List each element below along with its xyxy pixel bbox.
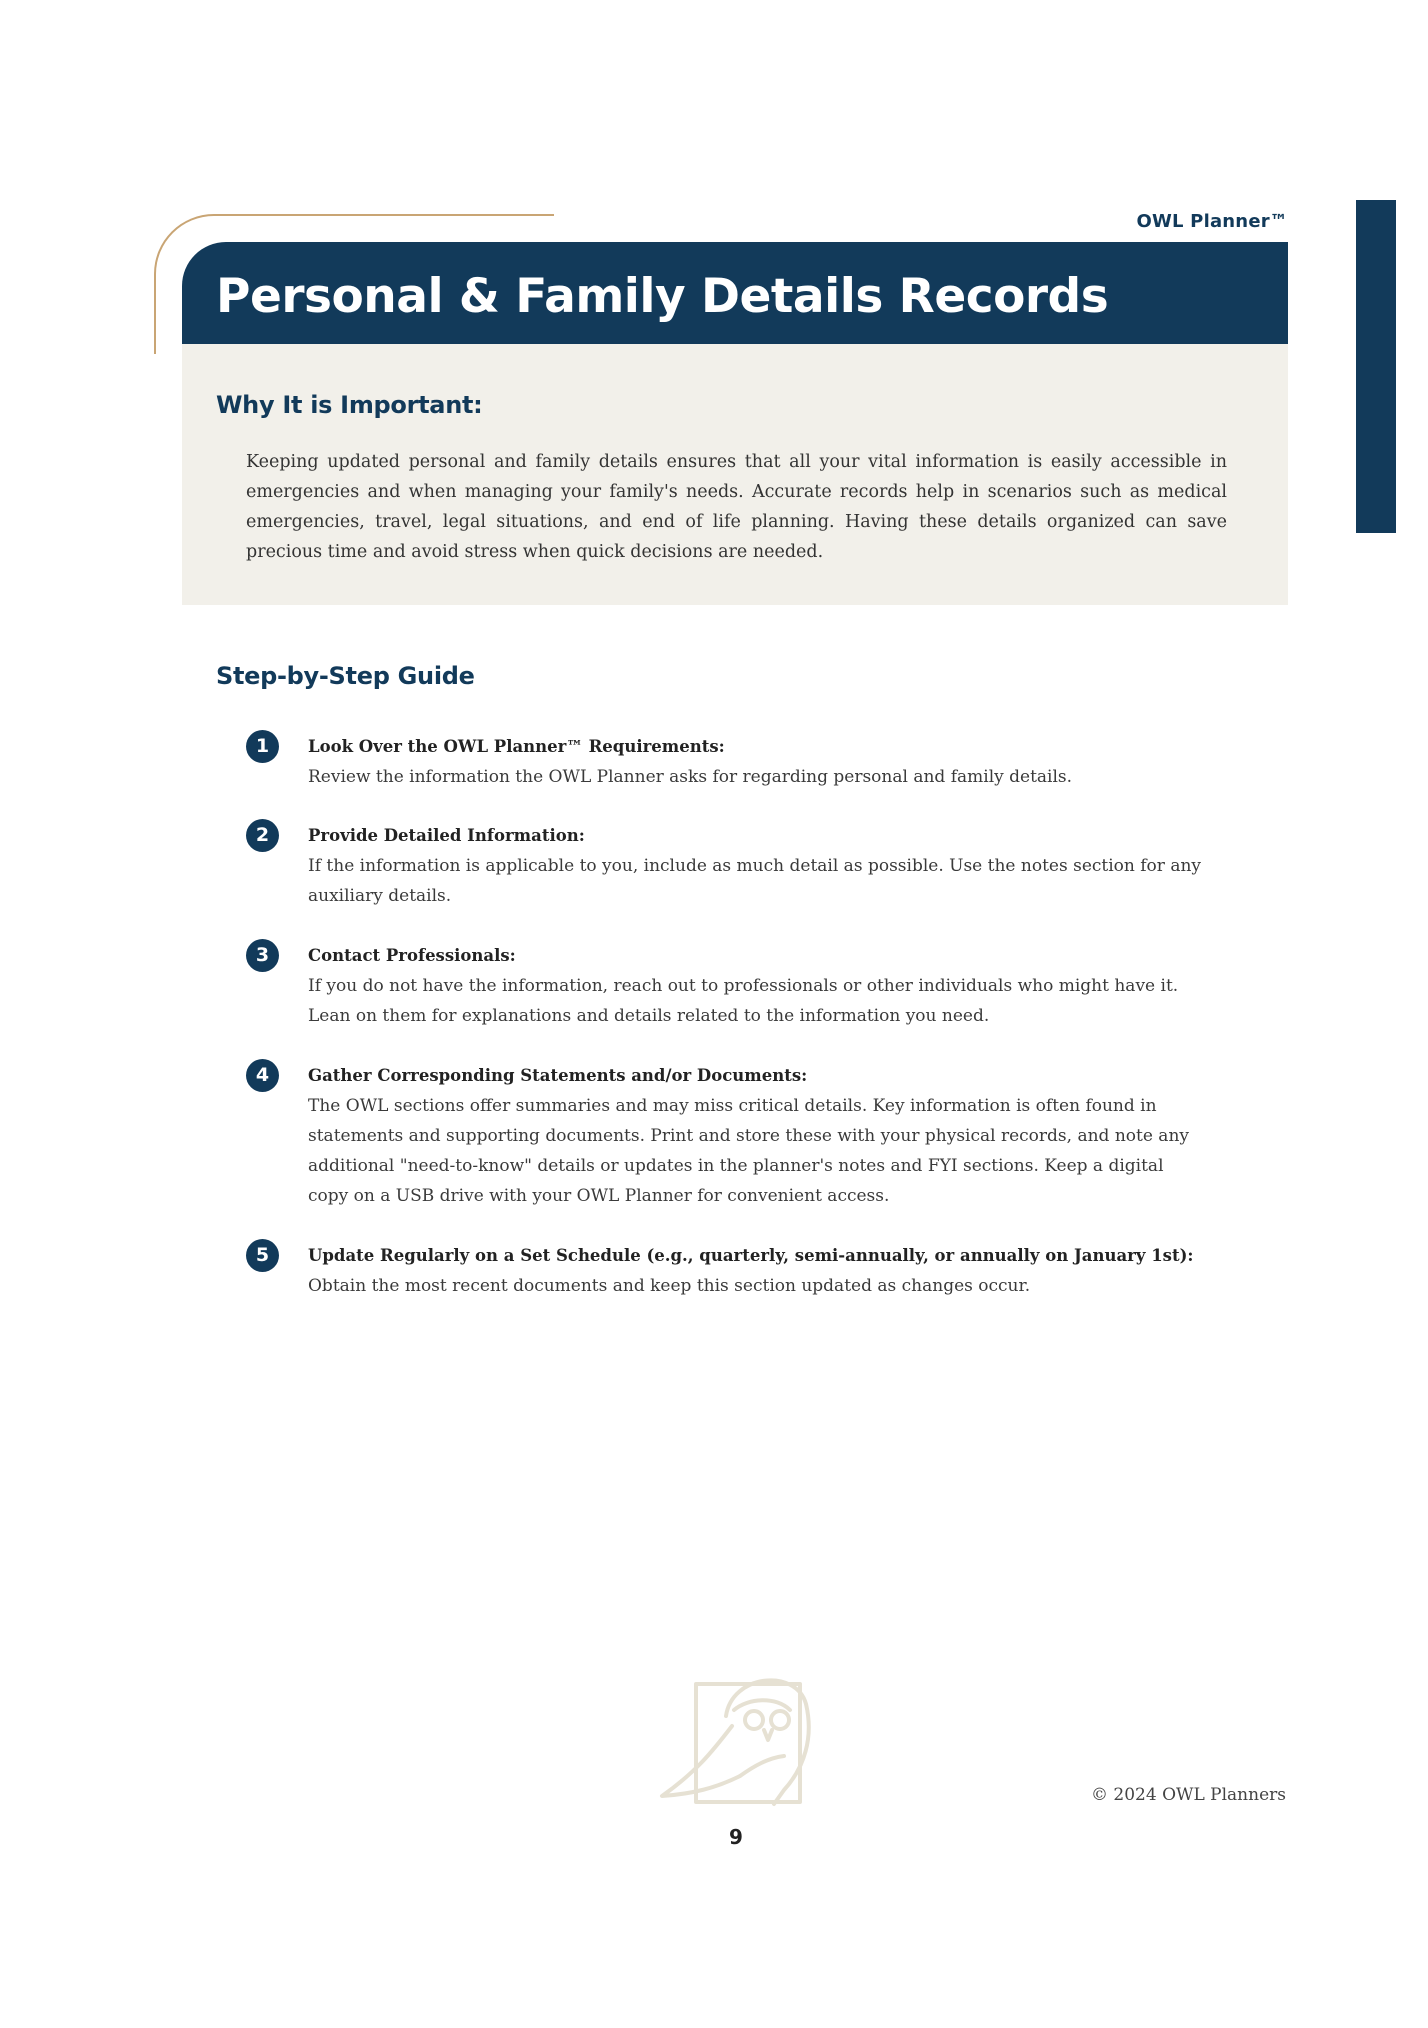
copyright-text: © 2024 OWL Planners [1091, 1785, 1286, 1805]
step-number-badge: 5 [246, 1239, 279, 1272]
step-text: Review the information the OWL Planner asks for regarding personal and family details. [308, 767, 1073, 787]
step-title: Update Regularly on a Set Schedule (e.g., quarterly, semi-annually, or annually on January 1st): [308, 1246, 1194, 1265]
step-body [308, 1241, 1208, 1301]
step-body [308, 732, 1208, 792]
step-body [308, 941, 1208, 1031]
step-number-badge: 2 [246, 819, 279, 852]
step-number-badge: 4 [246, 1059, 279, 1092]
title-banner [182, 242, 1288, 344]
step-text: The OWL sections offer summaries and may miss critical details. Key information is often found in statements and supporting documents. Print and store these with your physical records, and note any additional "need-to-know" details or updates in the planner's notes and FYI sections. Keep a digital copy on a USB drive with your OWL Planner for convenient access. [308, 1096, 1189, 1206]
step-title: Look Over the OWL Planner™ Requirements: [308, 737, 725, 756]
step-text: If you do not have the information, reach out to professionals or other individuals who might have it. Lean on them for explanations and details related to the information you need. [308, 976, 1179, 1026]
guide-heading: Step-by-Step Guide [216, 662, 475, 690]
step-body [308, 821, 1208, 911]
step-number-badge: 1 [246, 730, 279, 763]
brand-label: OWL Planner™ [1136, 211, 1288, 232]
step-text: If the information is applicable to you, include as much detail as possible. Use the notes section for any auxiliary details. [308, 856, 1202, 906]
step-number-badge: 3 [246, 939, 279, 972]
owl-logo-icon [656, 1656, 818, 1808]
step-title: Provide Detailed Information: [308, 826, 585, 845]
importance-text: Keeping updated personal and family details ensures that all your vital information is easily accessible in emergencies and when managing your family's needs. Accurate records help in scenarios such as medical emergencies, travel, legal situations, and end of life planning. Having these details organized can save precious time and avoid stress when quick decisions are needed. [246, 452, 1227, 562]
section-side-tab [1356, 200, 1396, 533]
step-title: Contact Professionals: [308, 946, 516, 965]
step-body [308, 1061, 1208, 1211]
step-title: Gather Corresponding Statements and/or Documents: [308, 1066, 808, 1085]
page-title: Personal & Family Details Records [216, 269, 1109, 324]
importance-panel [182, 344, 1288, 605]
importance-heading: Why It is Important: [216, 391, 483, 419]
step-text: Obtain the most recent documents and keep this section updated as changes occur. [308, 1276, 1031, 1296]
page-number: 9 [729, 1825, 743, 1849]
